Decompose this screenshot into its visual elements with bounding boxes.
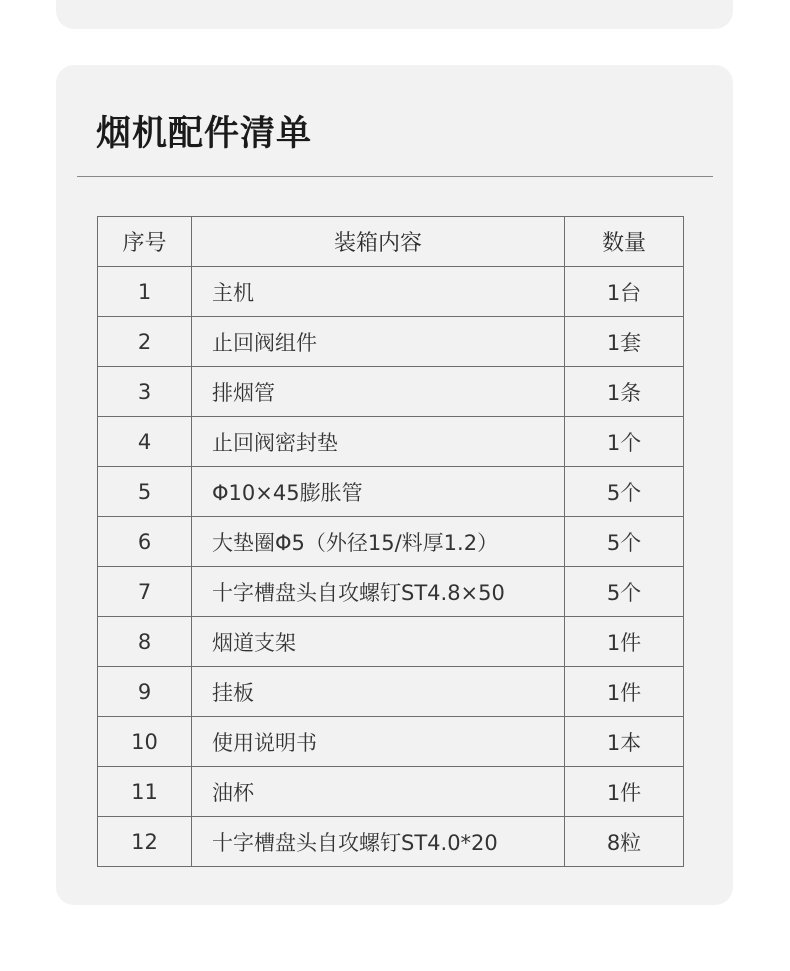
table-header-row xyxy=(98,217,684,267)
header-index: 序号 xyxy=(98,217,192,267)
accessory-table xyxy=(97,216,684,867)
table-row xyxy=(98,567,684,617)
row-quantity: 5个 xyxy=(565,567,684,617)
table-row xyxy=(98,267,684,317)
row-quantity: 1本 xyxy=(565,717,684,767)
row-content: 十字槽盘头自攻螺钉ST4.0*20 xyxy=(192,817,565,867)
table-row xyxy=(98,517,684,567)
row-index: 11 xyxy=(98,767,192,817)
row-content: 挂板 xyxy=(192,667,565,717)
previous-card xyxy=(56,0,733,29)
header-quantity: 数量 xyxy=(565,217,684,267)
table-row xyxy=(98,467,684,517)
row-quantity: 8粒 xyxy=(565,817,684,867)
row-content: 止回阀密封垫 xyxy=(192,417,565,467)
row-quantity: 1台 xyxy=(565,267,684,317)
row-quantity: 1套 xyxy=(565,317,684,367)
row-content: 止回阀组件 xyxy=(192,317,565,367)
row-content: 大垫圈Φ5（外径15/料厚1.2） xyxy=(192,517,565,567)
row-quantity: 1条 xyxy=(565,367,684,417)
table-row xyxy=(98,417,684,467)
table-row xyxy=(98,617,684,667)
row-content: 烟道支架 xyxy=(192,617,565,667)
row-index: 3 xyxy=(98,367,192,417)
row-content: 排烟管 xyxy=(192,367,565,417)
title-divider xyxy=(77,176,713,177)
row-content: 使用说明书 xyxy=(192,717,565,767)
row-quantity: 5个 xyxy=(565,517,684,567)
row-quantity: 1件 xyxy=(565,617,684,667)
row-index: 2 xyxy=(98,317,192,367)
page-title: 烟机配件清单 xyxy=(96,114,313,154)
row-quantity: 5个 xyxy=(565,467,684,517)
table-row xyxy=(98,717,684,767)
row-quantity: 1件 xyxy=(565,667,684,717)
row-content: Φ10×45膨胀管 xyxy=(192,467,565,517)
row-content: 主机 xyxy=(192,267,565,317)
table-row xyxy=(98,667,684,717)
row-index: 9 xyxy=(98,667,192,717)
row-index: 10 xyxy=(98,717,192,767)
row-index: 4 xyxy=(98,417,192,467)
row-content: 油杯 xyxy=(192,767,565,817)
row-content: 十字槽盘头自攻螺钉ST4.8×50 xyxy=(192,567,565,617)
row-index: 12 xyxy=(98,817,192,867)
row-quantity: 1个 xyxy=(565,417,684,467)
row-quantity: 1件 xyxy=(565,767,684,817)
table-row xyxy=(98,317,684,367)
row-index: 5 xyxy=(98,467,192,517)
row-index: 6 xyxy=(98,517,192,567)
table-row xyxy=(98,767,684,817)
header-content: 装箱内容 xyxy=(192,217,565,267)
row-index: 1 xyxy=(98,267,192,317)
row-index: 8 xyxy=(98,617,192,667)
row-index: 7 xyxy=(98,567,192,617)
table-row xyxy=(98,367,684,417)
table-row xyxy=(98,817,684,867)
accessory-list-card xyxy=(56,65,733,905)
